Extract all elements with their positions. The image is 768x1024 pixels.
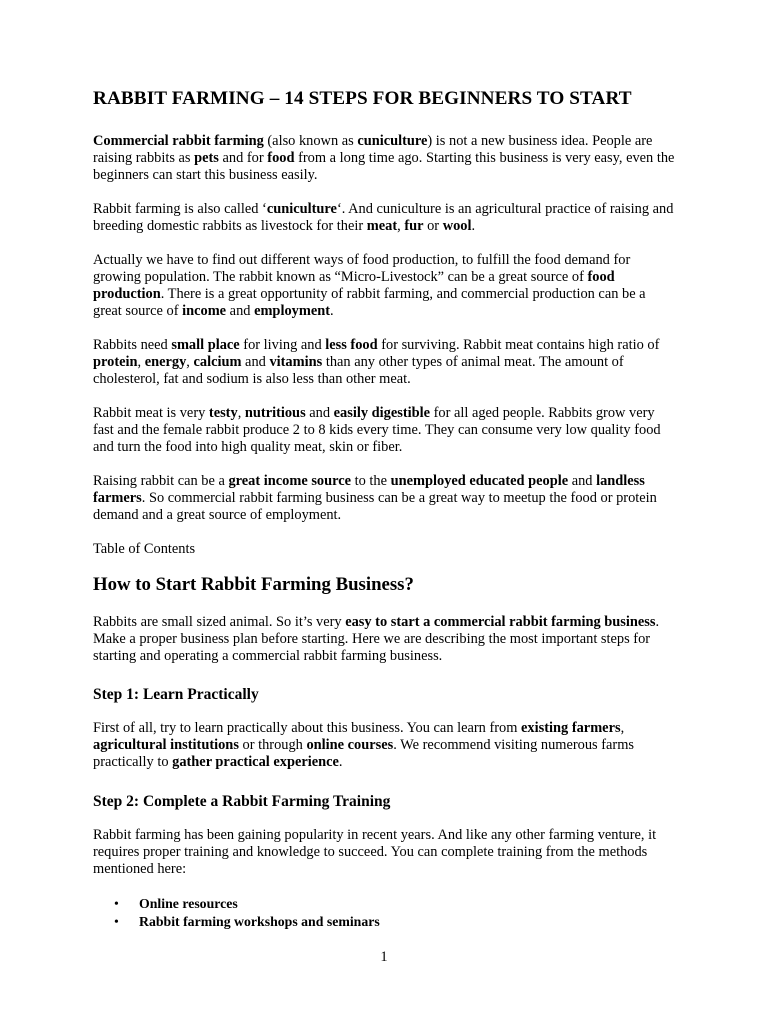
section-intro-paragraph: Rabbits are small sized animal. So it’s very easy to start a commercial rabbit farming business. Make a proper business plan before starting. Here we are describing the most important steps for starting and operating a commercial rabbit farming business.	[93, 614, 660, 664]
page-number: 1	[380, 949, 388, 965]
list-item: • Rabbit farming workshops and seminars	[114, 913, 380, 929]
step-1-heading: Step 1: Learn Practically	[93, 686, 259, 703]
step-2-heading: Step 2: Complete a Rabbit Farming Training	[93, 793, 391, 810]
section-heading: How to Start Rabbit Farming Business?	[93, 574, 414, 595]
cuniculture-paragraph: Rabbit farming is also called ‘cuniculture‘. And cuniculture is an agricultural practice of raising and breeding domestic rabbits as livestock for their meat, fur or wool.	[93, 201, 674, 234]
bullet-icon: •	[114, 896, 119, 911]
food-production-paragraph: Actually we have to find out different ways of food production, to fulfill the food demand for growing population. The rabbit known as “Micro-Livestock” can be a great source of food production. There is a great opportunity of rabbit farming, and commercial production can be a great source of income and employment.	[93, 252, 646, 319]
document-body	[93, 86, 675, 930]
document-title: RABBIT FARMING – 14 STEPS FOR BEGINNERS TO START	[93, 88, 632, 109]
bullet-icon: •	[114, 913, 119, 929]
list-item: • Online resources	[114, 896, 238, 911]
training-methods-list	[93, 895, 675, 930]
income-paragraph: Raising rabbit can be a great income source to the unemployed educated people and landless farmers. So commercial rabbit farming business can be a great way to meetup the food or protein demand and a great source of employment.	[93, 473, 657, 523]
step-1-paragraph: First of all, try to learn practically about this business. You can learn from existing farmers, agricultural institutions or through online courses. We recommend visiting numerous farms practically to gather practical experience.	[93, 720, 635, 770]
nutrition-paragraph: Rabbits need small place for living and less food for surviving. Rabbit meat contains high ratio of protein, energy, calcium and vitamins than any other types of animal meat. The amount of cholesterol, fat and sodium is also less than other meat.	[93, 337, 660, 387]
table-of-contents-label: Table of Contents	[93, 541, 196, 557]
intro-paragraph: Commercial rabbit farming (also known as cuniculture) is not a new business idea. People are raising rabbits as pets and for food from a long time ago. Starting this business is very easy, even the beginners can start this business easily.	[93, 133, 675, 183]
step-2-paragraph: Rabbit farming has been gaining popularity in recent years. And like any other farming venture, it requires proper training and knowledge to succeed. You can complete training from the methods mentioned here:	[93, 827, 657, 877]
meat-quality-paragraph: Rabbit meat is very testy, nutritious and easily digestible for all aged people. Rabbits grow very fast and the female rabbit produce 2 to 8 kids every time. They can consume very low quality food and turn the food into high quality meat, skin or fiber.	[93, 405, 661, 455]
